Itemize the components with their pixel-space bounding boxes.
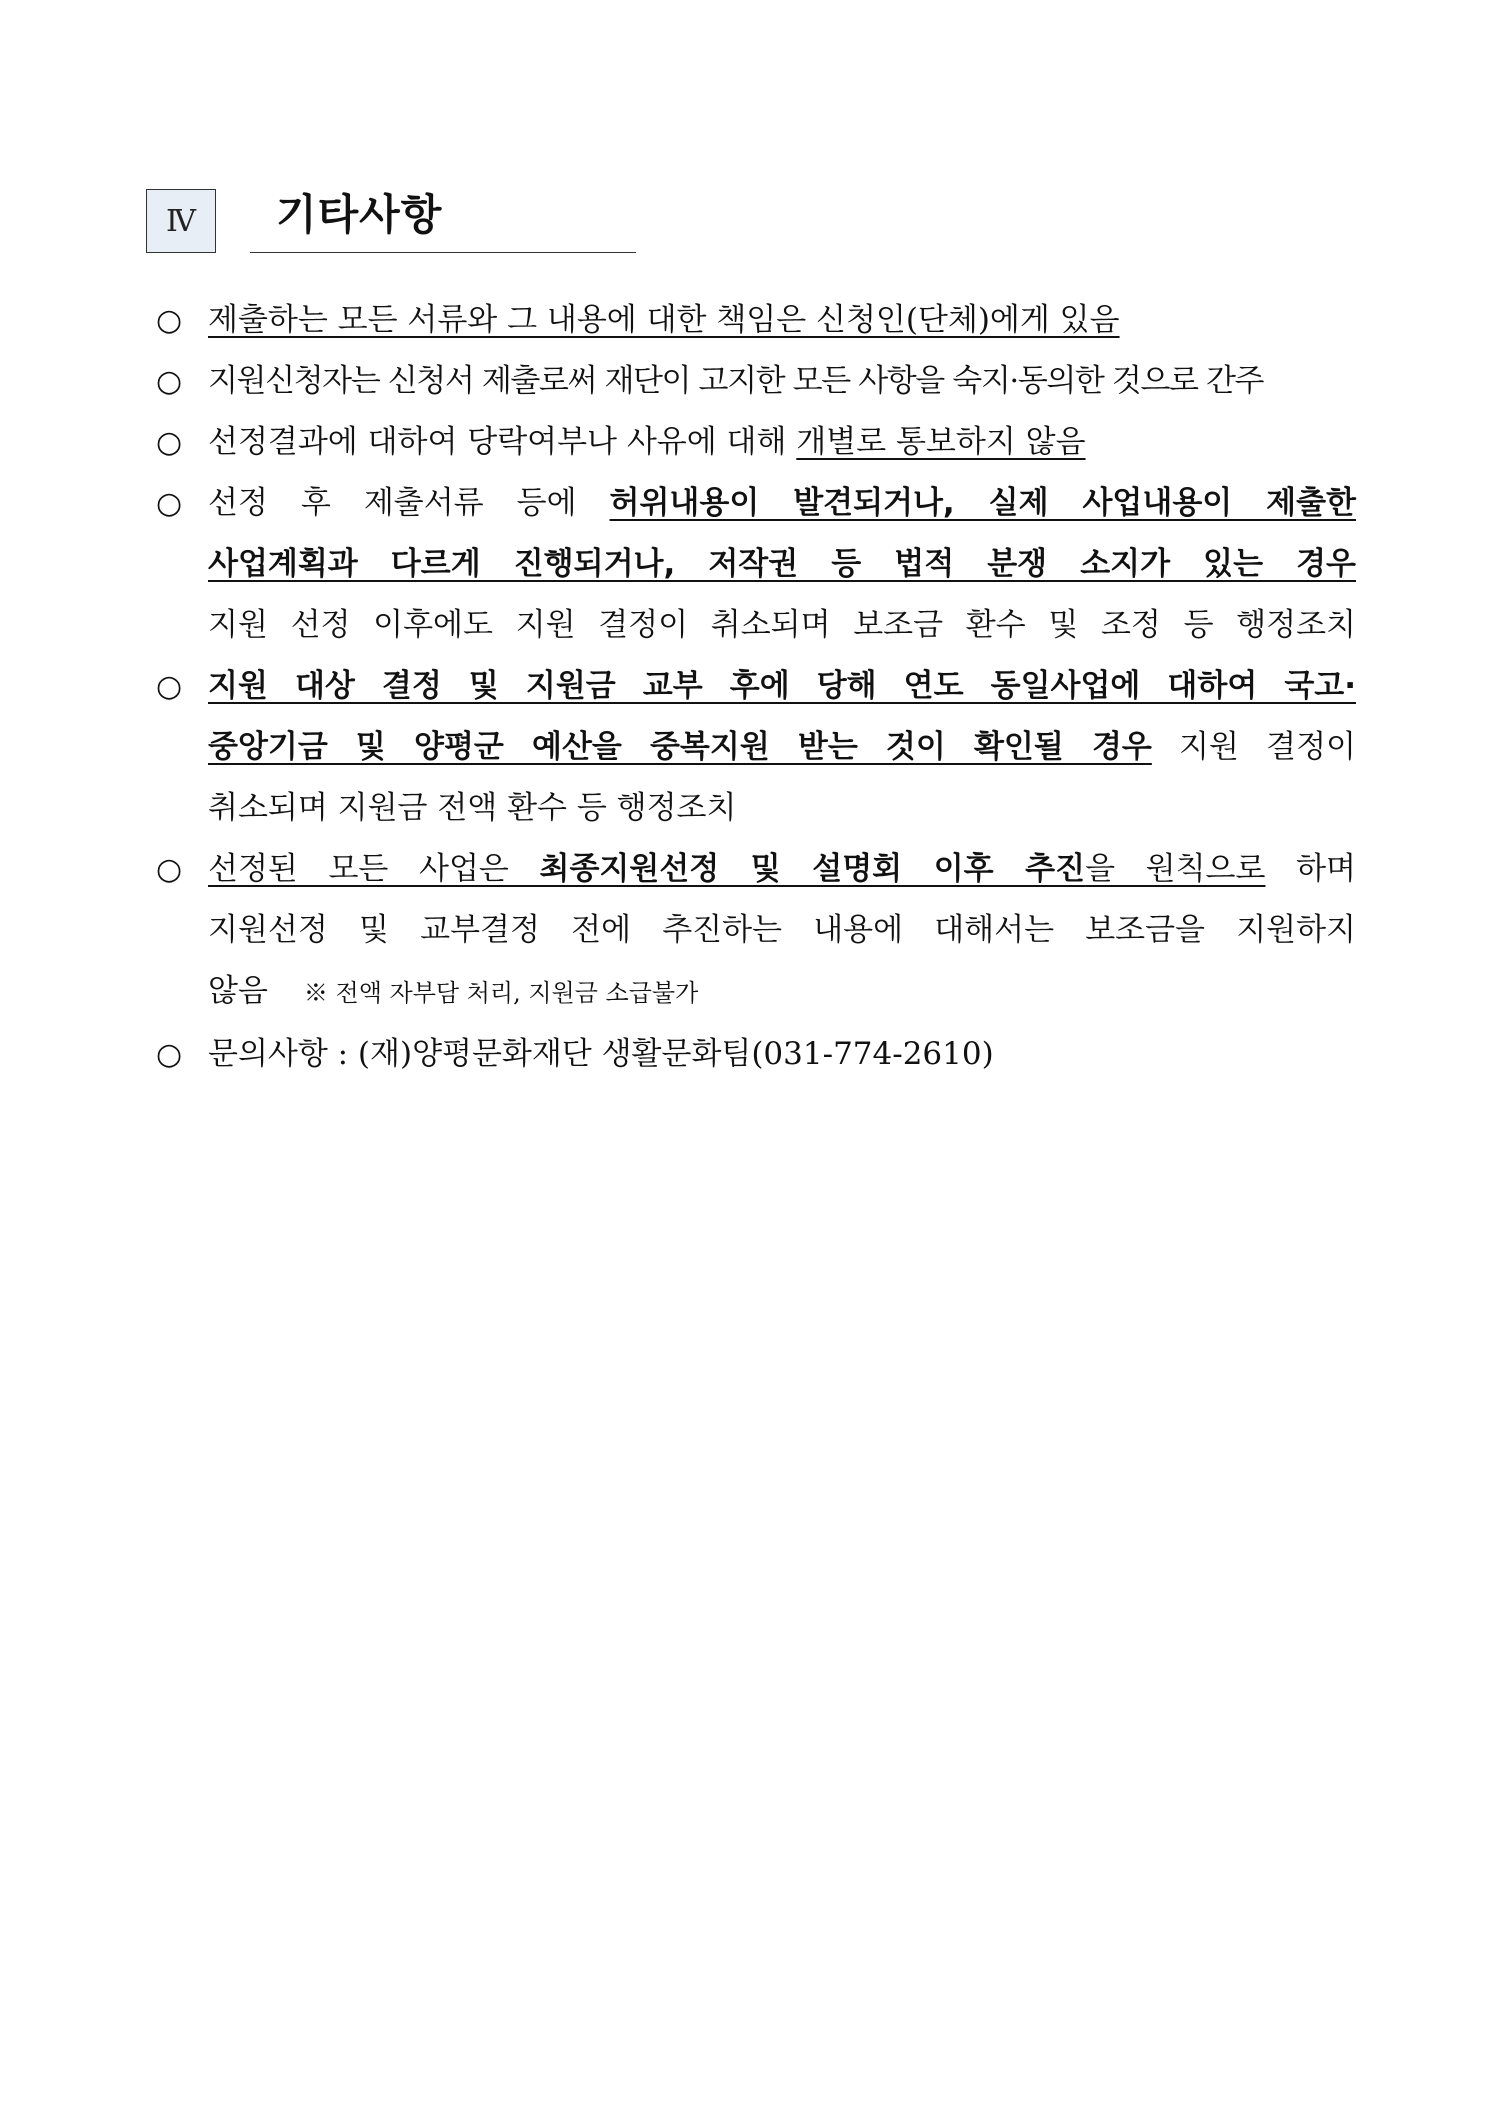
notice-text-underlined: 을 원칙으로 [1085,851,1266,887]
bullet-circle-icon: ○ [156,486,183,521]
notice-text: 취소되며 지원금 전액 환수 등 행정조치 [208,790,737,826]
notice-line [208,595,1356,656]
section-number: Ⅳ [166,204,196,238]
section-number-box [146,189,216,253]
notice-line [208,717,1356,778]
notice-text: 지원 결정이 [1151,729,1356,765]
notice-text: 선정결과에 대하여 당락여부나 사유에 대해 [208,424,797,460]
notice-item-consent [156,351,1356,412]
notice-text-emphasis: 사업계획과 다르게 진행되거나, 저작권 등 법적 분쟁 소지가 있는 경우 [208,546,1356,582]
notice-text: 지원신청자는 신청서 제출로써 재단이 고지한 모든 사항을 숙지·동의한 것으로 간주 [208,363,1264,399]
notice-text: 선정 후 제출서류 등에 [208,485,610,521]
notice-item-result-notification [156,412,1356,473]
notice-note: ※ 전액 자부담 처리, 지원금 소급불가 [303,979,699,1007]
notice-text: 지원 선정 이후에도 지원 결정이 취소되며 보조금 환수 및 조정 등 행정조치 [208,607,1356,643]
bullet-circle-icon: ○ [156,364,183,399]
notice-line [208,900,1356,961]
notice-line [208,778,1356,839]
notice-line [208,961,1356,1024]
bullet-circle-icon: ○ [156,1037,183,1072]
section-title: 기타사항 [250,185,636,253]
notice-text-emphasis: 중앙기금 및 양평군 예산을 중복지원 받는 것이 확인될 경우 [208,729,1152,765]
notice-list [156,290,1356,1085]
notice-item-project-timing [156,839,1356,1024]
notice-text-emphasis: 지원 대상 결정 및 지원금 교부 후에 당해 연도 동일사업에 대하여 국고· [208,668,1356,704]
contact-text: 문의사항 : (재)양평문화재단 생활문화팀(031-774-2610) [208,1036,994,1072]
notice-item-contact [156,1024,1356,1085]
notice-text-emphasis: 허위내용이 발견되거나, 실제 사업내용이 제출한 [609,485,1356,521]
bullet-circle-icon: ○ [156,425,183,460]
notice-text: 지원선정 및 교부결정 전에 추진하는 내용에 대해서는 보조금을 지원하지 [208,912,1356,948]
notice-text-emphasis: 최종지원선정 및 설명회 이후 추진 [539,851,1086,887]
notice-item-false-content [156,473,1356,656]
bullet-circle-icon: ○ [156,303,183,338]
notice-line [208,839,1356,900]
notice-text: 제출하는 모든 서류와 그 내용에 대한 책임은 신청인(단체)에게 있음 [208,302,1120,338]
notice-text: 않음 [208,973,268,1009]
bullet-circle-icon: ○ [156,669,183,704]
notice-line [208,473,1356,534]
bullet-circle-icon: ○ [156,852,183,887]
section-header [146,185,636,259]
notice-text-underlined: 선정된 모든 사업은 [208,851,540,887]
notice-text-underlined: 개별로 통보하지 않음 [796,424,1086,460]
notice-text: 하며 [1265,851,1356,887]
notice-item-responsibility [156,290,1356,351]
notice-line [208,656,1356,717]
notice-line [208,534,1356,595]
notice-item-duplicate-support [156,656,1356,839]
